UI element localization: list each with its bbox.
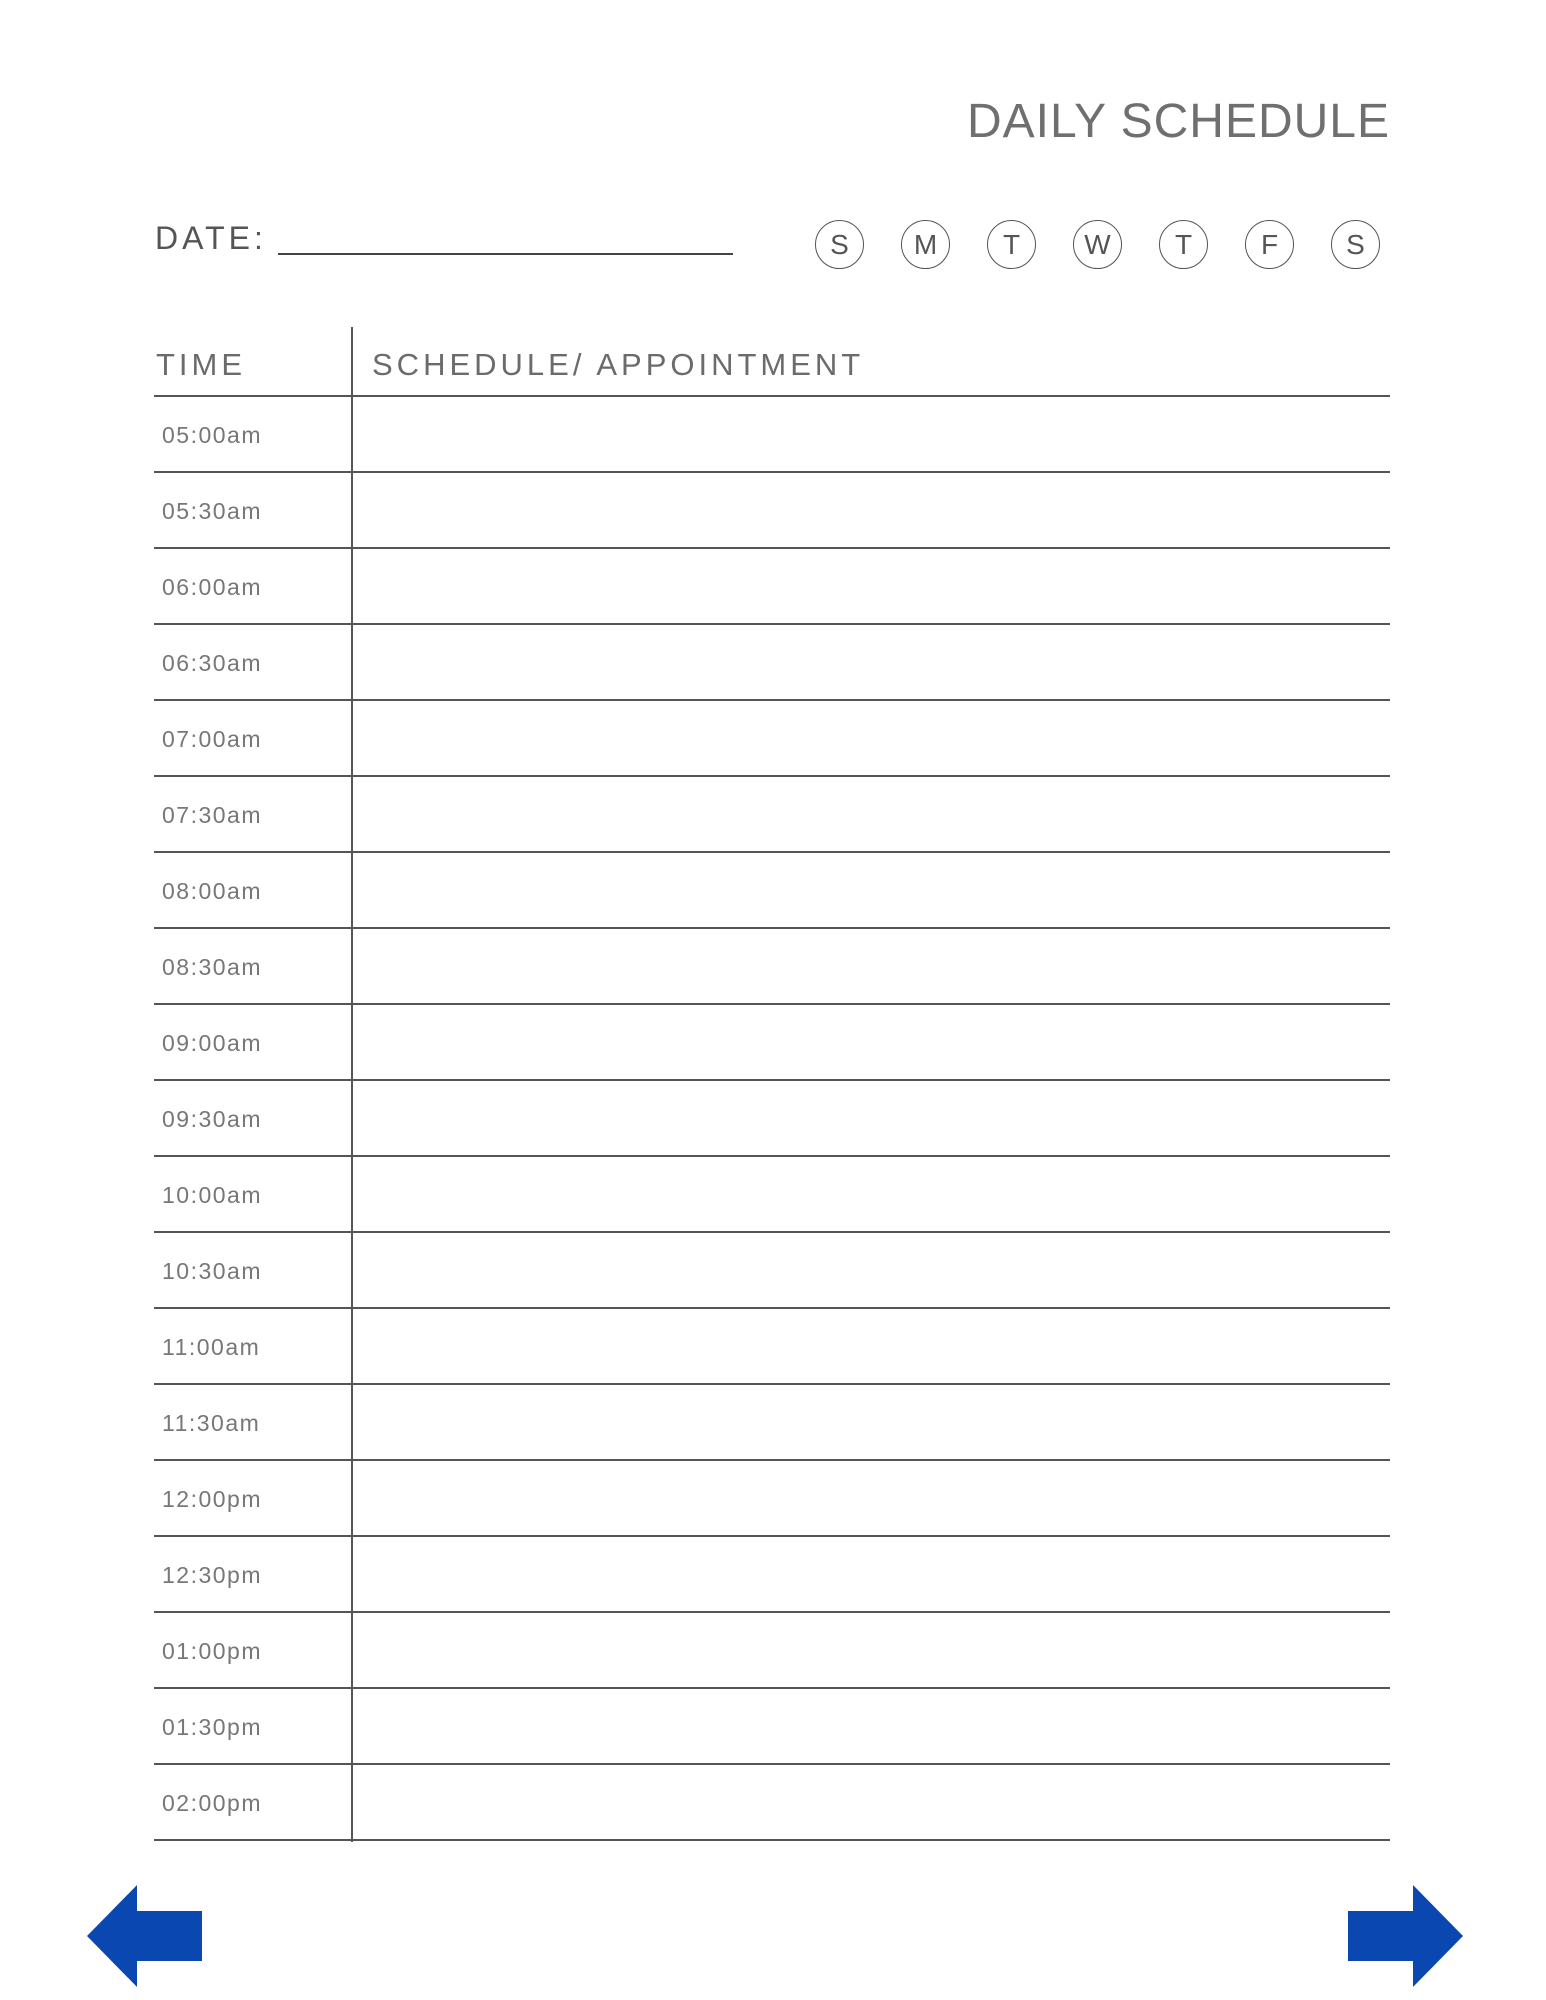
day-circle-sunday[interactable]: S	[815, 220, 864, 269]
day-circle-friday[interactable]: F	[1245, 220, 1294, 269]
appointment-cell[interactable]	[353, 397, 1390, 471]
time-slot-label: 11:30am	[162, 1410, 261, 1436]
appointment-cell[interactable]	[353, 1385, 1390, 1459]
day-circle-wednesday[interactable]: W	[1073, 220, 1122, 269]
table-row	[154, 777, 1390, 853]
time-slot-label: 10:30am	[162, 1258, 263, 1284]
table-row	[154, 1765, 1390, 1841]
arrow-left-shape	[87, 1885, 202, 1987]
appointment-cell[interactable]	[353, 473, 1390, 547]
appointment-cell[interactable]	[353, 1537, 1390, 1611]
time-slot-label: 07:30am	[162, 802, 263, 828]
table-row	[154, 701, 1390, 777]
arrow-right-icon[interactable]	[1348, 1885, 1463, 1987]
table-row	[154, 397, 1390, 473]
appointment-cell[interactable]	[353, 625, 1390, 699]
time-slot-label: 06:30am	[162, 650, 263, 676]
time-slot-label: 12:30pm	[162, 1562, 263, 1588]
appointment-cell[interactable]	[353, 1157, 1390, 1231]
table-row	[154, 625, 1390, 701]
appointment-cell[interactable]	[353, 1309, 1390, 1383]
table-row	[154, 1309, 1390, 1385]
schedule-table	[154, 327, 1390, 1841]
time-slot-label: 05:30am	[162, 498, 263, 524]
arrow-left-icon[interactable]	[87, 1885, 202, 1987]
appointment-cell[interactable]	[353, 853, 1390, 927]
page-title: DAILY SCHEDULE	[966, 95, 1390, 148]
time-slot-label: 10:00am	[162, 1182, 263, 1208]
time-slot-label: 08:30am	[162, 954, 263, 980]
table-header	[154, 327, 1390, 397]
time-slot-label: 01:30pm	[162, 1714, 263, 1740]
day-circle-saturday[interactable]: S	[1331, 220, 1380, 269]
table-row	[154, 1537, 1390, 1613]
time-slot-label: 12:00pm	[162, 1486, 263, 1512]
time-slot-label: 07:00am	[162, 726, 263, 752]
appointment-cell[interactable]	[353, 1613, 1390, 1687]
table-row	[154, 549, 1390, 625]
arrow-right-shape	[1348, 1885, 1463, 1987]
time-slot-label: 01:00pm	[162, 1638, 263, 1664]
time-slot-label: 02:00pm	[162, 1790, 263, 1816]
table-row	[154, 929, 1390, 1005]
date-label: DATE:	[155, 220, 267, 256]
table-row	[154, 1689, 1390, 1765]
time-slot-label: 06:00am	[162, 574, 263, 600]
appointment-cell[interactable]	[353, 549, 1390, 623]
table-row	[154, 1613, 1390, 1689]
time-slot-label: 09:00am	[162, 1030, 263, 1056]
table-row	[154, 1081, 1390, 1157]
appointment-cell[interactable]	[353, 1461, 1390, 1535]
table-row	[154, 1233, 1390, 1309]
column-header-time: TIME	[156, 347, 247, 382]
appointment-cell[interactable]	[353, 1081, 1390, 1155]
column-header-schedule: SCHEDULE/ APPOINTMENT	[372, 347, 865, 382]
date-field[interactable]	[278, 253, 733, 255]
appointment-cell[interactable]	[353, 1765, 1390, 1839]
weekday-selector	[815, 220, 1390, 273]
time-slot-label: 08:00am	[162, 878, 263, 904]
day-circle-monday[interactable]: M	[901, 220, 950, 269]
time-slot-label: 11:00am	[162, 1334, 261, 1360]
table-row	[154, 473, 1390, 549]
appointment-cell[interactable]	[353, 1005, 1390, 1079]
table-row	[154, 1005, 1390, 1081]
time-slot-label: 05:00am	[162, 422, 263, 448]
table-row	[154, 853, 1390, 929]
appointment-cell[interactable]	[353, 701, 1390, 775]
day-circle-tuesday[interactable]: T	[987, 220, 1036, 269]
appointment-cell[interactable]	[353, 929, 1390, 1003]
appointment-cell[interactable]	[353, 1689, 1390, 1763]
appointment-cell[interactable]	[353, 1233, 1390, 1307]
table-row	[154, 1157, 1390, 1233]
table-row	[154, 1461, 1390, 1537]
table-row	[154, 1385, 1390, 1461]
appointment-cell[interactable]	[353, 777, 1390, 851]
day-circle-thursday[interactable]: T	[1159, 220, 1208, 269]
time-slot-label: 09:30am	[162, 1106, 263, 1132]
